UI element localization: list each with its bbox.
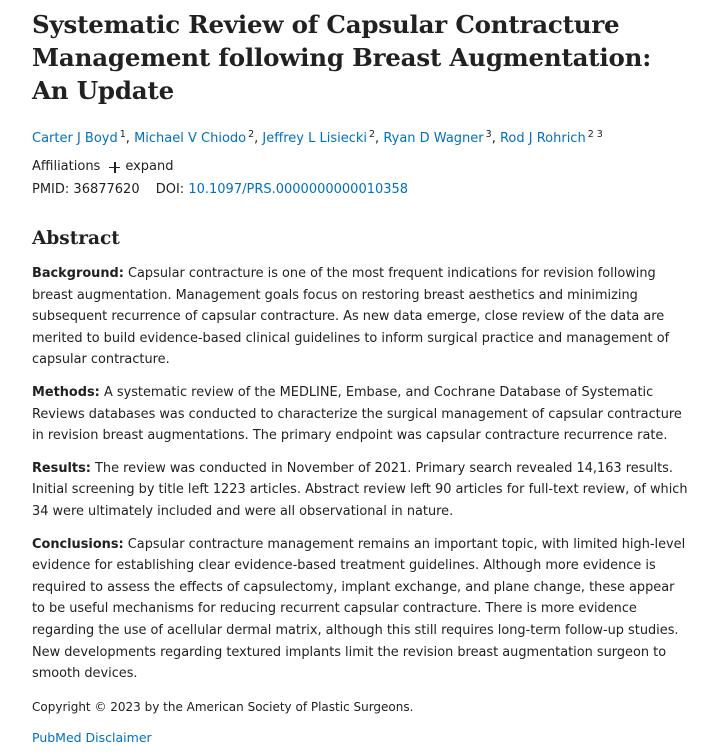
section-label: Results: (32, 460, 91, 476)
expand-label: expand (125, 159, 174, 174)
section-text: A systematic review of the MEDLINE, Embase, and Cochrane Database of Systematic Reviews databases was conducted to characterize the surgical management of capsular contracture in revision breast augmentations. The primary endpoint was capsular contracture recurrence rate. (32, 384, 682, 444)
abstract-background (32, 263, 688, 371)
author-separator: , (375, 131, 384, 146)
affiliations-row (32, 158, 688, 176)
doi-label: DOI: (155, 182, 185, 197)
affiliation-ref[interactable]: 2 3 (587, 129, 603, 140)
abstract-methods (32, 382, 688, 447)
section-label: Background: (32, 266, 124, 281)
affiliation-ref[interactable]: 2 (369, 129, 376, 140)
abstract-heading: Abstract (32, 228, 120, 249)
author-link[interactable]: Jeffrey L Lisiecki (262, 131, 367, 146)
disclaimer-row (32, 729, 688, 747)
author-link[interactable]: Rod J Rohrich (499, 131, 586, 146)
pmid-value: 36877620 (73, 182, 140, 197)
abstract-results (32, 458, 688, 523)
section-label: Methods: (32, 384, 100, 400)
copyright-notice: Copyright © 2023 by the American Society of Plastic Surgeons. (32, 699, 414, 714)
section-text: The review was conducted in November of 2021. Primary search revealed 14,163 results. Initial screening by title left 1223 articles. Abstract review left 90 articles for full-text review, of which 34 were ultimately included and were all observational in nature. (32, 460, 688, 519)
author-link[interactable]: Carter J Boyd (32, 131, 118, 146)
affiliation-ref[interactable]: 3 (485, 129, 492, 140)
authors-list (32, 130, 688, 148)
article-title: Systematic Review of Capsular Contracture Management following Breast Augmentation: An Update (32, 10, 652, 105)
pmid-label: PMID: (32, 182, 70, 197)
author-link[interactable]: Ryan D Wagner (383, 131, 484, 146)
identifiers-row (32, 181, 688, 199)
author-separator: , (491, 131, 500, 146)
author-separator: , (254, 131, 263, 146)
affiliation-ref[interactable]: 2 (248, 129, 255, 140)
section-text: Capsular contracture management remains an important topic, with limited high-level evidence for establishing clear evidence-based treatment guidelines. Although more evidence is required to assess the effects of capsulectomy, implant exchange, and plane change, these appear to be useful mechanisms for reducing recurrent capsular contracture. There is more evidence regarding the use of acellular dermal matrix, although this still requires long-term follow-up studies. New developments regarding textured implants limit the revision breast augmentation surgeon to smooth devices. (32, 536, 686, 682)
affiliations-expand-button[interactable] (109, 158, 173, 176)
abstract-conclusions (32, 534, 688, 685)
pubmed-disclaimer-link[interactable]: PubMed Disclaimer (32, 729, 152, 745)
plus-icon (109, 162, 120, 173)
section-text: Capsular contracture is one of the most frequent indications for revision following breast augmentation. Management goals focus on restoring breast aesthetics and minimizing subsequent recurrence of capsular contracture. As new data emerge, close review of the data are merited to build evidence-based clinical guidelines to inform surgical practice and management of capsular contracture. (32, 266, 670, 368)
author-link[interactable]: Michael V Chiodo (134, 131, 247, 146)
section-label: Conclusions: (32, 536, 124, 552)
affiliation-ref[interactable]: 1 (119, 129, 126, 140)
doi-link[interactable]: 10.1097/PRS.0000000000010358 (188, 182, 409, 197)
author-separator: , (125, 131, 135, 146)
affiliations-label: Affiliations (32, 159, 101, 174)
